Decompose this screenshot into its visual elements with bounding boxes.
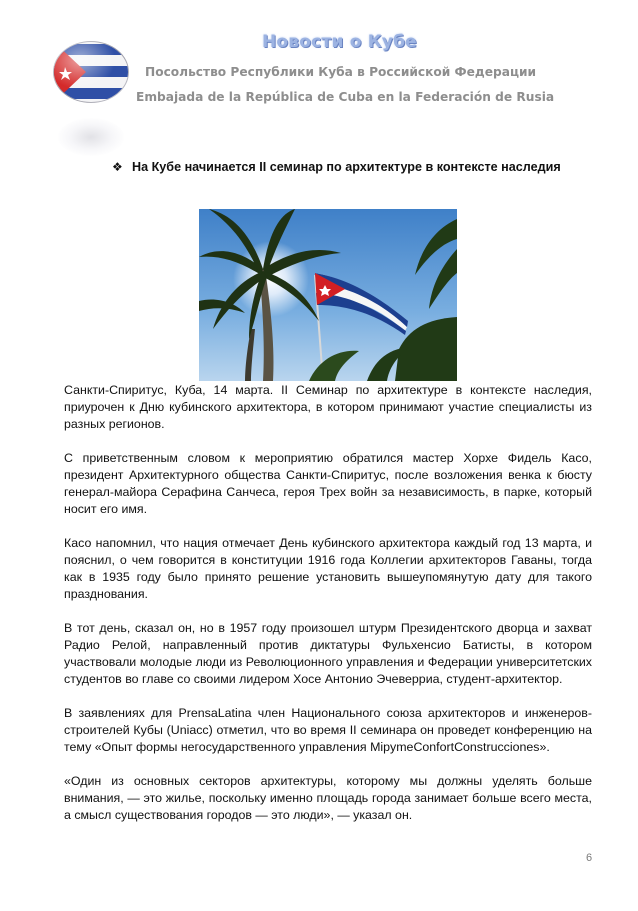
article-headline: [112, 160, 592, 174]
article-paragraph: «Один из основных секторов архитектуры, которому мы должны уделять больше внимания, — это жилье, поскольку именно площадь города занимает больше всего места, а смысл существования городов — это люди», — указал он.: [64, 774, 592, 822]
article-paragraph: В заявлениях для PrensaLatina член Национального союза архитекторов и инженеров-строителей Кубы (Uniacc) отметил, что во время II семинара он проведет конференцию на тему «Опыт формы негосударственного управления MipymeConfortConstrucciones».: [64, 706, 592, 754]
diamond-bullet-icon: ❖: [112, 160, 123, 174]
embassy-name-russian: Посольство Республики Куба в Российской Федерации: [145, 65, 537, 79]
embassy-name-spanish: Embajada de la República de Cuba en la Federación de Rusia: [136, 90, 555, 104]
article-paragraph: С приветственным словом к мероприятию обратился мастер Хорхе Фидель Касо, президент Архитектурного общества Санкти-Спиритус, после возложения венка к бюсту генерал-майора Серафина Санчеса, героя Трех войн за независимость, в парке, который носит его имя.: [64, 451, 592, 516]
logo-reflection: [58, 118, 124, 156]
cuban-flag-sphere-icon: [52, 40, 130, 104]
masthead-title: Новости о Кубе: [262, 32, 417, 52]
article-body: [64, 382, 592, 841]
article-paragraph: Санкти-Спиритус, Куба, 14 марта. II Семинар по архитектуре в контексте наследия, приурочен к Дню кубинского архитектора, в котором принимают участие специалисты из разных регионов.: [64, 383, 592, 431]
headline-text: На Кубе начинается II семинар по архитектуре в контексте наследия: [132, 160, 561, 174]
article-paragraph: Касо напомнил, что нация отмечает День кубинского архитектора каждый год 13 марта, и пояснил, о чем говорится в конституции 1916 года Коллегии архитекторов Гаваны, тогда как в 1935 году было принято решение установить вышеупомянутую дату для такого празднования.: [64, 536, 592, 601]
article-paragraph: В тот день, сказал он, но в 1957 году произошел штурм Президентского дворца и захват Радио Релой, направленный против диктатуры Фульхенсио Батисты, в котором участвовали молодые люди из Революционного управления и Федерации университетских студентов во главе со своими лидером Хосе Антонио Эчеверриа, студент-архитектор.: [64, 621, 592, 686]
page-number: 6: [586, 852, 593, 864]
palm-trees-cuban-flag-photo: [199, 209, 457, 381]
